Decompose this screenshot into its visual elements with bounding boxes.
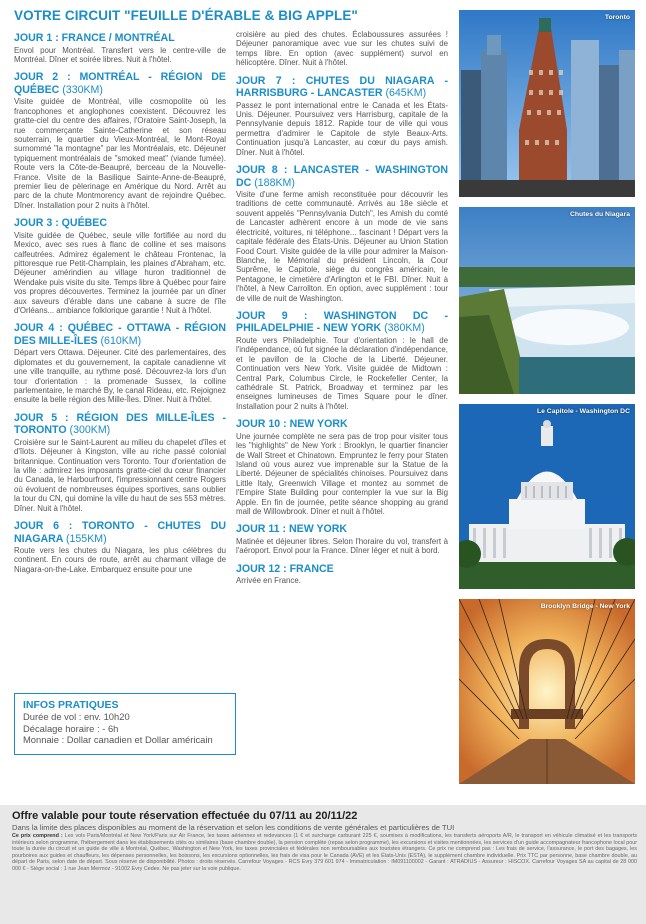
day-heading: JOUR 11 : NEW YORK (236, 523, 348, 536)
day-7 (236, 75, 448, 157)
day-heading: JOUR 9 : WASHINGTON DC - PHILADELPHIE - NEW YORK (380KM) (236, 309, 448, 335)
day-heading: JOUR 8 : LANCASTER - WASHINGTON DC (188KM) (236, 164, 448, 189)
offer-footer (0, 805, 646, 924)
photo-caption: Chutes du Niagara (569, 211, 630, 218)
day-text: Passez le pont international entre le Canada et les États-Unis. Déjeuner. Poursuivez vers Harrisburg, capitale de la Pennsylvanie depuis 1812. Rapide tour de ville qui vous permettra d'admirer le Capitole de style Beaux-Arts. Continuation jusqu'à Lancaster, au cœur du pays amish. Dîner. Nuit à l'hôtel. (236, 100, 448, 157)
itinerary-column-2 (236, 30, 448, 593)
offer-title: Offre valable pour toute réservation effectuée du 07/11 au 20/11/22 (12, 810, 358, 822)
day-heading: JOUR 1 : FRANCE / MONTRÉAL (14, 32, 175, 44)
day-heading: JOUR 4 : QUÉBEC - OTTAWA - RÉGION DES MILLE-ÎLES (610KM) (14, 322, 226, 347)
day-12 (236, 563, 448, 586)
day-5 (14, 412, 226, 513)
itinerary-column-1 (14, 32, 226, 581)
day-heading: JOUR 10 : NEW YORK (236, 418, 348, 431)
photo-niagara (459, 207, 635, 394)
legal-text: Ce prix comprend : Les vols Paris/Montréal et New York/Paris sur Air France, les taxes aériennes et redevances (1 € et surcharge carburant 225 €, soumises à modifications, les transferts aéroports A/R, le transport en véhicule climatisé et les transports intérieurs selon programme, l'hébergement dans les établissements cités ou similaires (base chambre double), la pension complète (repas selon programme), les excursions et visites mentionnées, les services d'un guide accompagnateur francophone local pour toute la durée du circuit et un guide de ville à Montréal, Québec, Washington et New York, les taxes provinciales et fédérales non remboursables aux touristes étrangers. Ce prix ne comprend pas : Les frais de service, l'assurance, le port des bagages, les pourboires aux guides et chauffeurs, les dépenses personnelles, les boissons, les excursions optionnelles, les frais de visa pour le Canada (AVE) et les États-Unis (ESTA), le supplément chambre individuelle. Prix TTC par personne, base chambre double, au départ de Paris, selon date de départ. Sous réserve de disponibilité. Photos : droits réservés. Carrefour Voyages - RCS Evry 379 601 974 - Immatriculation : IM091100002 - Garant : ATRADIUS - Assureur : HISCOX. Carrefour Voyages SA au capital de 28 000 000 € - Siège social : 1 rue Jean Mermoz - 91002 Evry Cedex. Ne pas jeter sur la voie publique. (12, 833, 638, 872)
day-text: Visite guidée de Québec, seule ville fortifiée au nord du Mexico, avec ses rues à flanc de colline et ses maisons calfeutrées. Admirez également le château Frontenac, la pittoresque rue Petit-Champlain, les plaines d'Abraham, etc. Déjeuner amérindien au village huron traditionnel de Wendake puis visite du site. Temps libre à Québec pour faire vos propres découvertes. Terminez la journée par un dîner aux saveurs d'érable dans une cabane à sucre de l'île d'Orléans... ambiance folklorique garantie ! Nuit à l'hôtel. (14, 230, 226, 315)
day-3 (14, 217, 226, 315)
day-10 (236, 418, 448, 516)
brooklyn-bridge-image (459, 599, 635, 784)
practical-info-box (14, 693, 236, 755)
day-heading: JOUR 12 : FRANCE (236, 562, 334, 575)
day-text: croisière au pied des chutes. Éclaboussures assurées ! Déjeuner panoramique avec vue sur les chutes suivi de temps libre. En option (avec supplément) survol en hélicoptère. Dîner. Nuit à l'hôtel. (236, 30, 448, 68)
day-11 (236, 523, 448, 555)
day-text: Envol pour Montréal. Transfert vers le centre-ville de Montréal. Dîner et soirée libres. Nuit à l'hôtel. (14, 45, 226, 64)
niagara-falls-image (459, 207, 635, 394)
page-title: VOTRE CIRCUIT "FEUILLE D'ÉRABLE & BIG APPLE" (14, 8, 358, 23)
day-text: Route vers les chutes du Niagara, les plus célèbres du continent. En cours de route, arrêt au charmant village de Niagara-on-the-Lake. Embarquez ensuite pour une (14, 546, 226, 574)
day-text: Visite guidée de Montréal, ville cosmopolite où les francophones et anglophones coexistent. Découvrez les gratte-ciel du centre des affaires, l'Oratoire Saint-Joseph, la rue commerçante Sainte-Catherine et son réseau souterrain, le quartier du Vieux-Montréal, le Mont-Royal surnommé "la montagne" par les Montréalais, etc. Déjeuner typiquement montréalais de "smoked meat" (viande fumée). Route vers la Côte-de-Beaupré, berceau de la Nouvelle-France. Visite de la Basilique Sainte-Anne-de-Beaupré, premier lieu de pèlerinage en Amérique du Nord. Arrêt au parc de la chute Montmorency avant de rejoindre Québec. Dîner. Installation pour 2 nuits à l'hôtel. (14, 97, 226, 210)
day-2 (14, 71, 226, 210)
photo-caption: Brooklyn Bridge - New York (540, 603, 630, 610)
info-line: Durée de vol : env. 10h20 (23, 711, 130, 722)
day-heading: JOUR 2 : MONTRÉAL - RÉGION DE QUÉBEC (330KM) (14, 71, 226, 96)
info-line: Monnaie : Dollar canadien et Dollar américain (23, 734, 213, 746)
day-heading: JOUR 3 : QUÉBEC (14, 217, 108, 230)
photo-caption: Toronto (604, 14, 630, 21)
photo-capitol (459, 404, 635, 589)
day-text: Matinée et déjeuner libres. Selon l'horaire du vol, transfert à l'aéroport. Envol pour la France. Dîner léger et nuit à bord. (236, 536, 448, 556)
day-heading: JOUR 7 : CHUTES DU NIAGARA - HARRISBURG - LANCASTER (645KM) (236, 74, 448, 100)
day-heading: JOUR 6 : TORONTO - CHUTES DU NIAGARA (155KM) (14, 520, 226, 545)
day-4 (14, 322, 226, 404)
photo-toronto (459, 10, 635, 197)
day-text: Arrivée en France. (236, 576, 301, 586)
day-9 (236, 310, 448, 411)
photo-caption: Le Capitole - Washington DC (536, 408, 630, 415)
toronto-skyline-image (459, 10, 635, 197)
capitol-building-image (459, 404, 635, 589)
day-text: Croisière sur le Saint-Laurent au milieu du chapelet d'îles et d'îlots. Déjeuner à Kingston, ville au riche passé colonial britannique. Continuation vers Toronto. Tour d'orientation de la ville : admirez les imposants gratte-ciel du cœur financier du Canada, le Harbourfront, l'impressionnant centre Rogers où évoluent de nombreuses équipes sportives, sans oublier la tour du CN, qui domine la ville du haut de ses 553 mètres. Dîner. Nuit à l'hôtel. (14, 437, 226, 513)
photo-column (459, 10, 635, 794)
day-text: Route vers Philadelphie. Tour d'orientation : le hall de l'indépendance, où fut signée la déclaration d'indépendance, et le pavillon de la Cloche de la Liberté. Déjeuner. Continuation vers New York. Visite guidée de Midtown : Central Park, Columbus Circle, le Rockefeller Center, la cathédrale St. Patrick, Broadway et terminez par les enseignes lumineuses de Times Square pour le dîner. Installation pour 2 nuits à l'hôtel. (236, 335, 448, 411)
day-text: Départ vers Ottawa. Déjeuner. Cité des parlementaires, des diplomates et du gouvernement, la capitale canadienne vit une ville tranquille, au rythme posé. Découvrez-la lors d'un tour d'orientation : la promenade Sussex, la colline parlementaire, le marché By, le canal Rideau, etc. Rejoignez ensuite la belle région des Mille-Îles. Dîner. Nuit à l'hôtel. (14, 348, 226, 405)
day-6-continued (236, 30, 448, 68)
day-6 (14, 520, 226, 574)
day-1 (14, 32, 226, 64)
day-text: Visite d'une ferme amish reconstituée pour découvrir les traditions de cette communauté. Arrivés au 18e siècle et souvent appelés "Pennsylvania Dutch", les Amish du comté de Lancaster adhèrent encore à un mode de vie sans électricité, voitures, ni téléphone... fascinant ! Départ vers la capitale fédérale des États-Unis. Déjeuner au Union Station Food Court. Visite guidée de la ville pour admirer la Maison-Blanche, le Mémorial du président Lincoln, la Cour Suprême, le Capitole, siège du congrès américain, le Pentagone, le cimetière d'Arlington et le FBI. Dîner. Nuit à l'hôtel, à New Carrollton. En option, avec supplément : tour de ville de nuit de Washington. (236, 190, 448, 303)
day-text: Une journée complète ne sera pas de trop pour visiter tous les "highlights" de New York : Brooklyn, le quartier financier de Wall Street et Chinatown. Empruntez le ferry pour Staten Island où vous aurez vue imprenable sur la Statue de la Liberté. Déjeuner de spécialités chinoises. Poursuivez dans Little Italy, Greenwich Village et montez au sommet de l'Empire State Building pour contempler la vue sur la Big Apple. En fin de journée, petite séance shopping au grand mall de Willowbrook. Dîner et nuit à l'hôtel. (236, 431, 448, 516)
photo-brooklyn-bridge (459, 599, 635, 784)
info-title: INFOS PRATIQUES (23, 699, 119, 711)
day-heading: JOUR 5 : RÉGION DES MILLE-ÎLES - TORONTO (300KM) (14, 411, 226, 437)
day-8 (236, 164, 448, 303)
offer-subtitle: Dans la limite des places disponibles au moment de la réservation et selon les conditions de vente générales et particulières de TUI (12, 822, 455, 832)
info-line: Décalage horaire : - 6h (23, 722, 119, 734)
